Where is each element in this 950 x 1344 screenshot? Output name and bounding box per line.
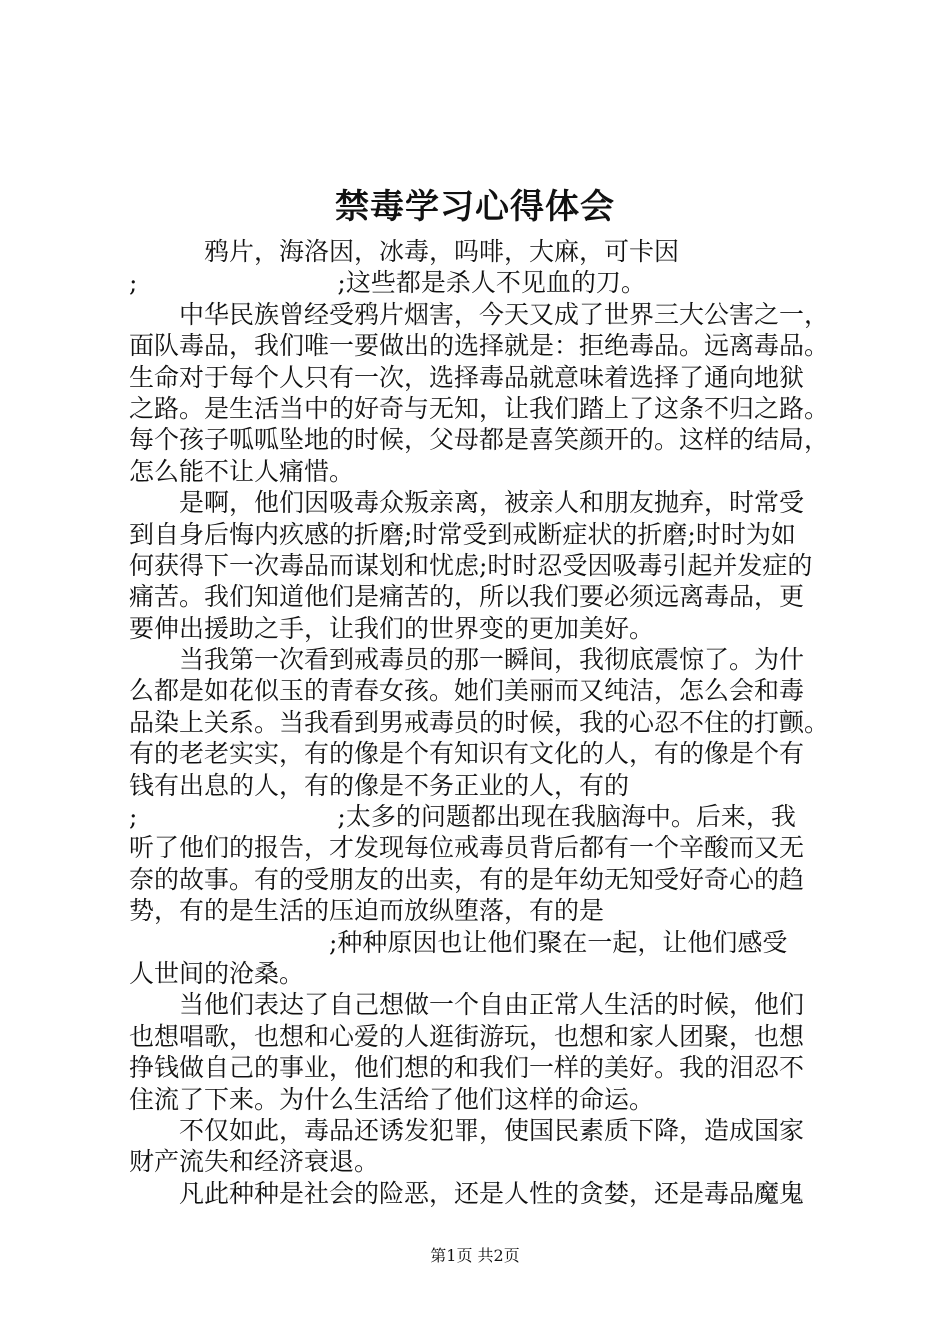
text-line: 当我第一次看到戒毒员的那一瞬间，我彻底震惊了。为什: [129, 645, 805, 675]
text-line: 之路。是生活当中的好奇与无知，让我们踏上了这条不归之路。: [129, 393, 830, 423]
text-line: 怎么能不让人痛惜。: [129, 456, 355, 486]
text-line: 挣钱做自己的事业，他们想的和我们一样的美好。我的泪忍不: [129, 1053, 805, 1083]
text-line: 不仅如此，毒品还诱发犯罪，使国民素质下降，造成国家: [129, 1115, 805, 1145]
text-line: 当他们表达了自己想做一个自由正常人生活的时候，他们: [129, 990, 805, 1020]
text-line: 有的老老实实，有的像是个有知识有文化的人，有的像是个有: [129, 739, 805, 769]
document-title: 禁毒学习心得体会: [335, 187, 615, 227]
text-line: 凡此种种是社会的险恶，还是人性的贪婪，还是毒品魔鬼: [129, 1178, 805, 1208]
text-line: ; ;太多的问题都出现在我脑海中。后来，我: [129, 802, 796, 832]
text-line: 么都是如花似玉的青春女孩。她们美丽而又纯洁，怎么会和毒: [129, 676, 805, 706]
text-line: 中华民族曾经受鸦片烟害，今天又成了世界三大公害之一，: [129, 299, 830, 329]
text-line: 每个孩子呱呱坠地的时候，父母都是喜笑颜开的。这样的结局，: [129, 425, 830, 455]
text-line: 何获得下一次毒品而谋划和忧虑;时时忍受因吸毒引起并发症的: [129, 550, 813, 580]
text-line: 财产流失和经济衰退。: [129, 1147, 380, 1177]
page-footer: 第1页 共2页: [430, 1246, 520, 1265]
text-line: 势，有的是生活的压迫而放纵堕落，有的是: [129, 896, 605, 926]
text-line: 是啊，他们因吸毒众叛亲离，被亲人和朋友抛弃，时常受: [129, 488, 805, 518]
text-line: 品染上关系。当我看到男戒毒员的时候，我的心忍不住的打颤。: [129, 707, 830, 737]
text-line: ;种种原因也让他们聚在一起，让他们感受: [129, 927, 788, 957]
text-line: 住流了下来。为什么生活给了他们这样的命运。: [129, 1084, 655, 1114]
text-line: 面队毒品，我们唯一要做出的选择就是：拒绝毒品。远离毒品。: [129, 331, 830, 361]
text-line: 听了他们的报告，才发现每位戒毒员背后都有一个辛酸而又无: [129, 833, 805, 863]
text-line: 人世间的沧桑。: [129, 958, 305, 988]
text-line: 要伸出援助之手，让我们的世界变的更加美好。: [129, 613, 655, 643]
text-line: 钱有出息的人，有的像是不务正业的人，有的: [129, 770, 630, 800]
text-line: 到自身后悔内疚感的折磨;时常受到戒断症状的折磨;时时为如: [129, 519, 796, 549]
text-line: ; ;这些都是杀人不见血的刀。: [129, 268, 646, 298]
text-line: 鸦片，海洛因，冰毒，吗啡，大麻，可卡因: [129, 237, 680, 266]
text-line: 痛苦。我们知道他们是痛苦的，所以我们要必须远离毒品，更: [129, 582, 805, 612]
text-line: 也想唱歌，也想和心爱的人逛街游玩，也想和家人团聚，也想: [129, 1021, 805, 1051]
text-line: 奈的故事。有的受朋友的出卖，有的是年幼无知受好奇心的趋: [129, 864, 805, 894]
document-body: [129, 236, 829, 1209]
text-line: 生命对于每个人只有一次，选择毒品就意味着选择了通向地狱: [129, 362, 805, 392]
